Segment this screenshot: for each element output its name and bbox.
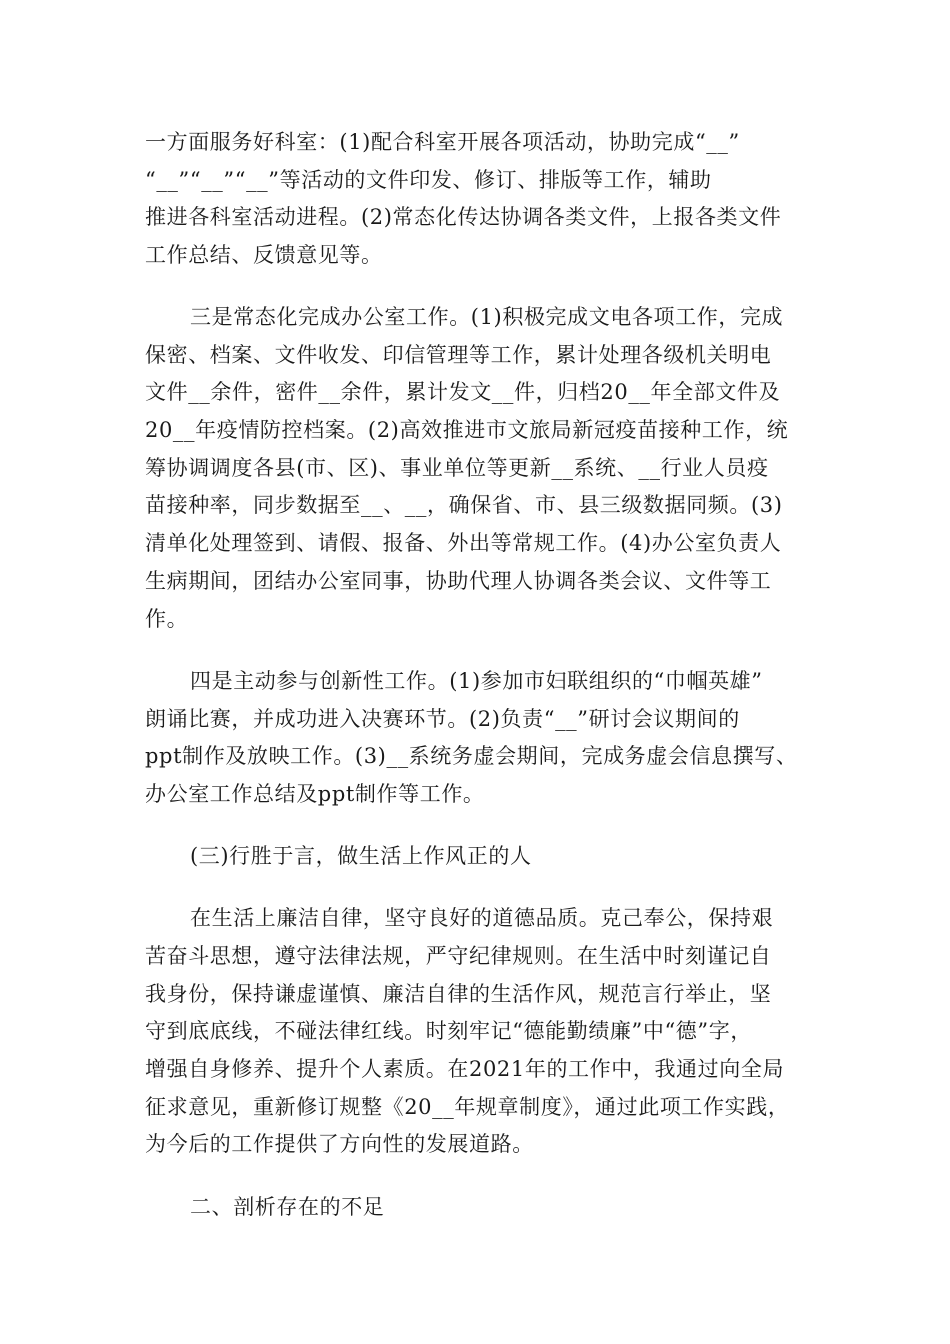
section-heading-2: 二、剖析存在的不足 xyxy=(190,1195,385,1219)
text-line: 我身份，保持谦虚谨慎、廉洁自律的生活作风，规范言行举止，坚 xyxy=(145,982,772,1006)
text-line: 作。 xyxy=(145,607,189,631)
text-line: 三是常态化完成办公室工作。(1)积极完成文电各项工作，完成 xyxy=(190,305,784,329)
text-line: 守到底底线，不碰法律红线。时刻牢记“德能勤绩廉”中“德”字， xyxy=(145,1019,752,1043)
text-line: 征求意见，重新修订规整《20__年规章制度》，通过此项工作实践， xyxy=(145,1095,790,1119)
text-line: 20__年疫情防控档案。(2)高效推进市文旅局新冠疫苗接种工作，统 xyxy=(145,418,789,442)
text-line: 苗接种率，同步数据至__、__，确保省、市、县三级数据同频。(3) xyxy=(145,493,783,517)
text-line: 朗诵比赛，并成功进入决赛环节。(2)负责“__”研讨会议期间的 xyxy=(145,707,740,731)
section-heading-3: (三)行胜于言，做生活上作风正的人 xyxy=(190,844,532,868)
text-line: 一方面服务好科室：(1)配合科室开展各项活动，协助完成“__” xyxy=(145,130,740,154)
text-line: ppt制作及放映工作。(3)__系统务虚会期间，完成务虚会信息撰写、 xyxy=(145,744,798,768)
text-line: 工作总结、反馈意见等。 xyxy=(145,243,383,267)
text-line: 在生活上廉洁自律，坚守良好的道德品质。克己奉公，保持艰 xyxy=(190,906,774,930)
text-line: 办公室工作总结及ppt制作等工作。 xyxy=(145,782,485,806)
text-line: 筹协调调度各县(市、区)、事业单位等更新__系统、__行业人员疫 xyxy=(145,456,769,480)
text-line: 推进各科室活动进程。(2)常态化传达协调各类文件，上报各类文件 xyxy=(145,205,782,229)
text-line: “__”“__”“__”等活动的文件印发、修订、排版等工作，辅助 xyxy=(145,168,712,192)
text-line: 增强自身修养、提升个人素质。在2021年的工作中，我通过向全局 xyxy=(145,1057,785,1081)
text-line: 苦奋斗思想，遵守法律法规，严守纪律规则。在生活中时刻谨记自 xyxy=(145,944,772,968)
text-line: 为今后的工作提供了方向性的发展道路。 xyxy=(145,1132,534,1156)
text-line: 四是主动参与创新性工作。(1)参加市妇联组织的“巾帼英雄” xyxy=(190,669,763,693)
text-line: 生病期间，团结办公室同事，协助代理人协调各类会议、文件等工 xyxy=(145,569,772,593)
text-line: 清单化处理签到、请假、报备、外出等常规工作。(4)办公室负责人 xyxy=(145,531,782,555)
text-line: 保密、档案、文件收发、印信管理等工作，累计处理各级机关明电 xyxy=(145,343,772,367)
text-line: 文件__余件，密件__余件，累计发文__件，归档20__年全部文件及 xyxy=(145,380,781,404)
